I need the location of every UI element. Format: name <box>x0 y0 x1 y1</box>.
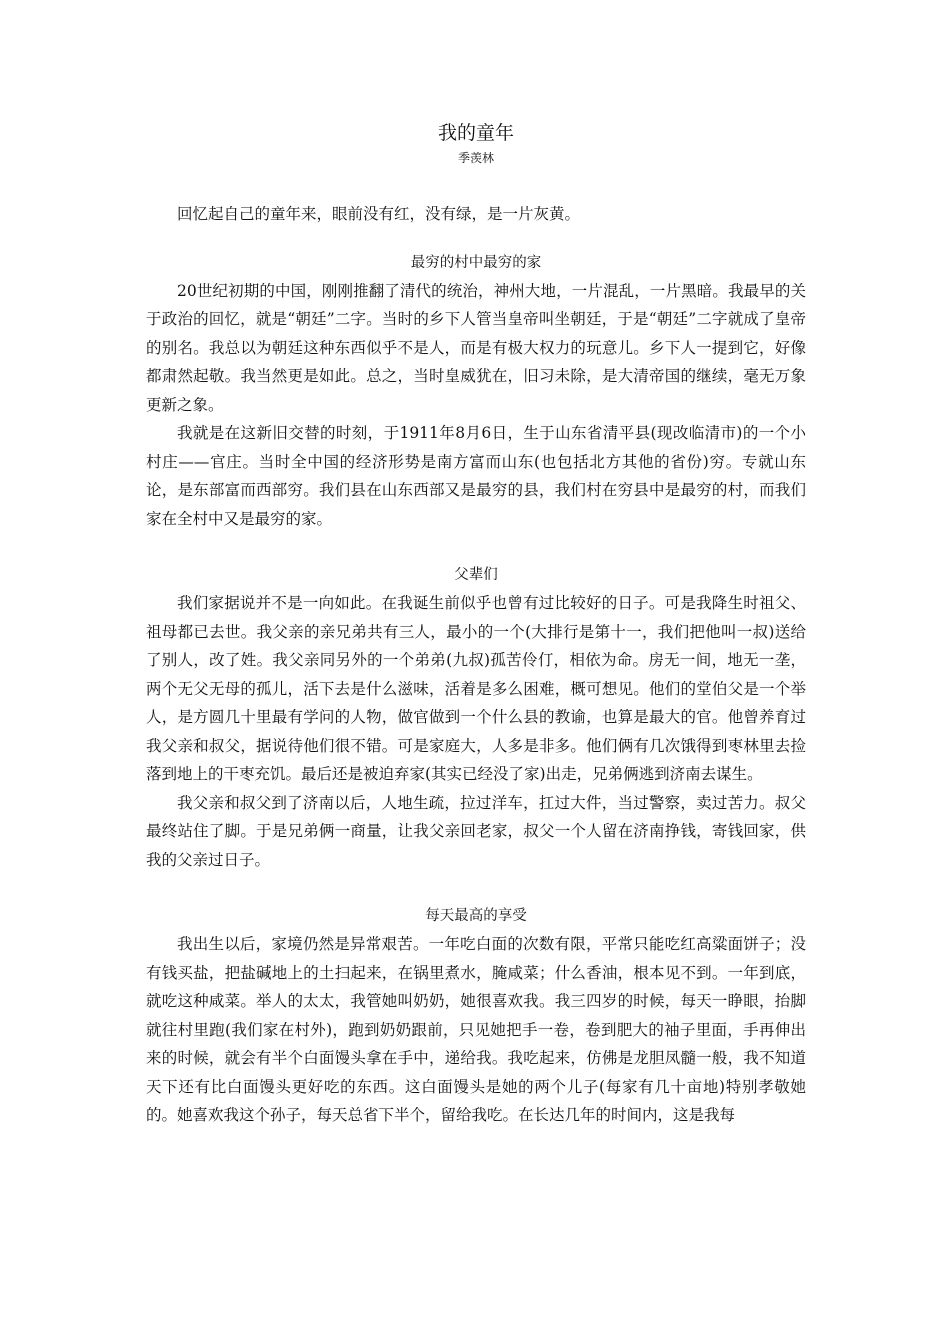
spacer <box>146 874 806 902</box>
body-paragraph: 我出生以后，家境仍然是异常艰苦。一年吃白面的次数有限，平常只能吃红高粱面饼子；没有钱买盐，把盐碱地上的土扫起来，在锅里煮水，腌咸菜；什么香油，根本见不到。一年到底，就吃这种咸菜。举人的太太，我管她叫奶奶，她很喜欢我。我三四岁的时候，每天一睁眼，抬脚就往村里跑(我们家在村外)，跑到奶奶跟前，只见她把手一卷，卷到肥大的袖子里面，手再伸出来的时候，就会有半个白面馒头拿在手中，递给我。我吃起来，仿佛是龙胆凤髓一般，我不知道天下还有比白面馒头更好吃的东西。这白面馒头是她的两个儿子(每家有几十亩地)特别孝敬她的。她喜欢我这个孙子，每天总省下半个，留给我吃。在长达几年的时间内，这是我每 <box>146 935 806 1124</box>
section-daily-treat <box>146 902 806 1130</box>
spacer <box>146 229 806 249</box>
intro-paragraph: 回忆起自己的童年来，眼前没有红，没有绿，是一片灰黄。 <box>177 205 581 223</box>
section-heading: 最穷的村中最穷的家 <box>410 254 542 271</box>
section-fathers-generation <box>146 561 806 874</box>
section-heading: 每天最高的享受 <box>425 908 527 924</box>
section-poorest-family <box>146 249 806 534</box>
body-paragraph: 我们家据说并不是一向如此。在我诞生前似乎也曾有过比较好的日子。可是我降生时祖父、祖母都已去世。我父亲的亲兄弟共有三人，最小的一个(大排行是第十一，我们把他叫一叔)送给了别人，改了姓。我父亲同另外的一个弟弟(九叔)孤苦伶仃，相依为命。房无一间，地无一垄，两个无父无母的孤儿，活下去是什么滋味，活着是多么困难，概可想见。他们的堂伯父是一个举人，是方圆几十里最有学问的人物，做官做到一个什么县的教谕，也算是最大的官。他曾养育过我父亲和叔父，据说待他们很不错。可是家庭大，人多是非多。他们俩有几次饿得到枣林里去捡落到地上的干枣充饥。最后还是被迫弃家(其实已经没了家)出走，兄弟俩逃到济南去谋生。 <box>146 594 806 783</box>
document-title: 我的童年 <box>437 122 514 144</box>
section-heading: 父辈们 <box>454 567 498 583</box>
spacer <box>146 533 806 561</box>
body-paragraph: 20世纪初期的中国，刚刚推翻了清代的统治，神州大地，一片混乱，一片黑暗。我最早的关于政治的回忆，就是“朝廷”二字。当时的乡下人管当皇帝叫坐朝廷，于是“朝廷”二字就成了皇帝的别名。我总以为朝廷这种东西似乎不是人，而是有极大权力的玩意儿。乡下人一提到它，好像都肃然起敬。我当然更是如此。总之，当时皇威犹在，旧习未除，是大清帝国的继续，毫无万象更新之象。 <box>146 281 806 414</box>
document-author: 季羡林 <box>457 151 494 165</box>
document-page <box>146 118 806 1130</box>
body-paragraph: 我父亲和叔父到了济南以后，人地生疏，拉过洋车，扛过大件，当过警察，卖过苦力。叔父最终站住了脚。于是兄弟俩一商量，让我父亲回老家，叔父一个人留在济南挣钱，寄钱回家，供我的父亲过日子。 <box>146 793 806 869</box>
body-paragraph: 我就是在这新旧交替的时刻，于1911年8月6日，生于山东省清平县(现改临清市)的一个小村庄——官庄。当时全中国的经济形势是南方富而山东(也包括北方其他的省份)穷。专就山东论，是东部富而西部穷。我们县在山东西部又是最穷的县，我们村在穷县中是最穷的村，而我们家在全村中又是最穷的家。 <box>146 424 806 528</box>
